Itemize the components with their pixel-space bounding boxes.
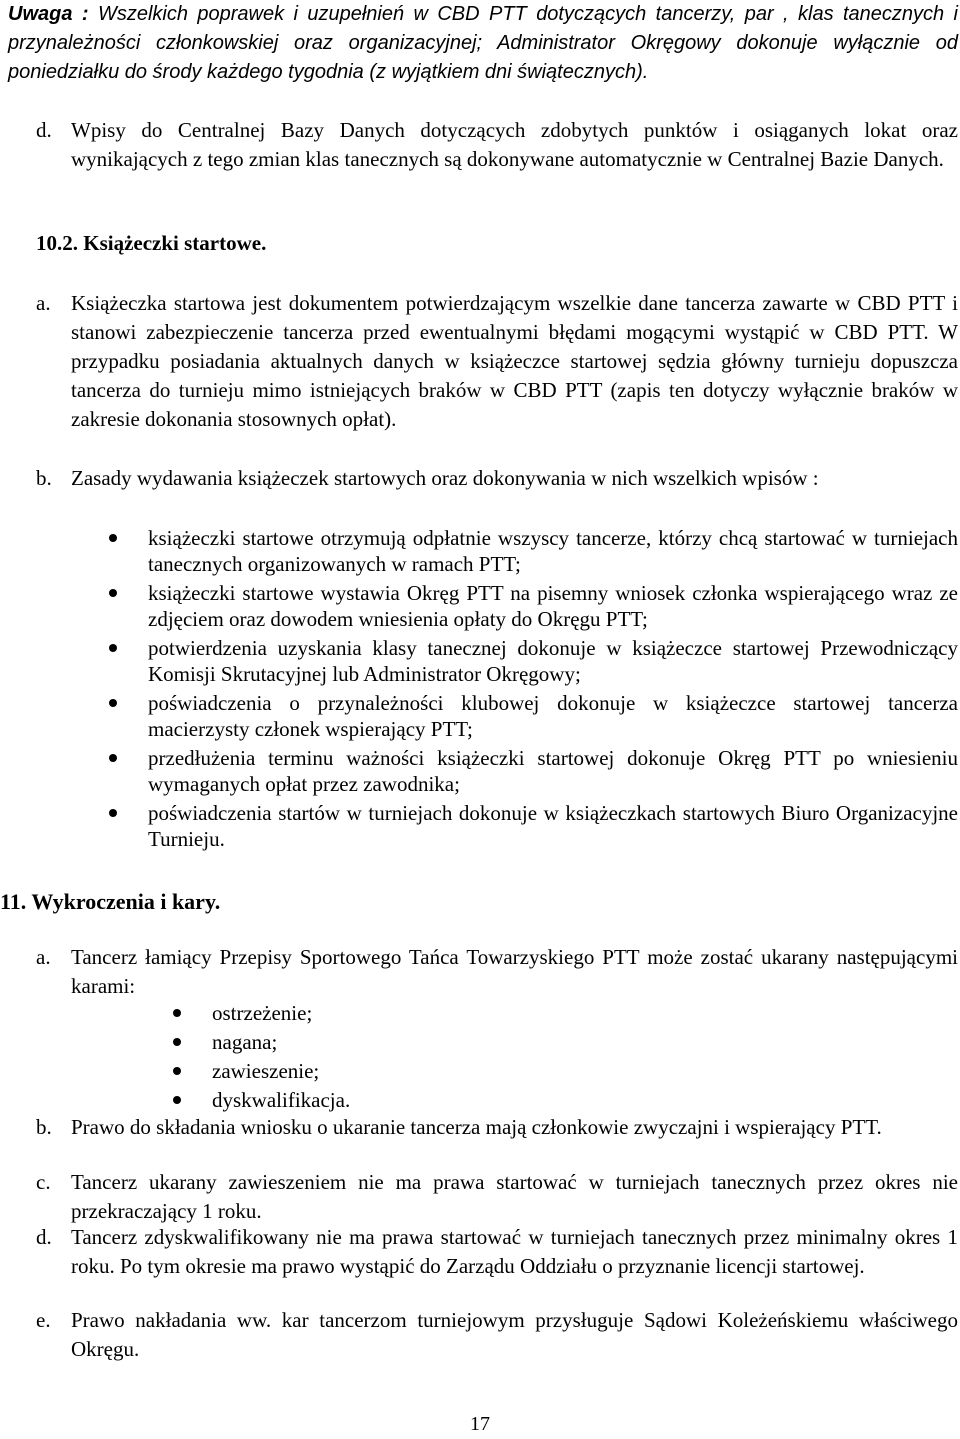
notice-paragraph — [8, 0, 958, 87]
section-10-2-heading: 10.2. Książeczki startowe. — [36, 231, 267, 255]
s11-item-b-text: Prawo do składania wniosku o ukaranie tancerza mają członkowie zwyczajni i wspierający PTT. — [71, 1115, 882, 1139]
s11-item-e — [36, 1306, 958, 1364]
bullet-icon — [173, 1009, 181, 1017]
bullet-icon — [109, 644, 117, 652]
bullet-icon — [109, 699, 117, 707]
item-a-text: Książeczka startowa jest dokumentem potwierdzającym wszelkie dane tancerza zawarte w CBD PTT i stanowi zabezpieczenie tancerza przed ewentualnymi błędami mogącymi wystąpić w CBD PTT. W przypadku posiadania aktualnych danych w książeczce startowej sędzia główny turnieju dopuszcza tancerza do turnieju mimo istniejących braków w CBD PTT (zapis ten dotyczy wyłącznie braków w zakresie dokonania stosownych opłat). — [71, 291, 958, 431]
s11-item-e-marker: e. — [36, 1308, 51, 1332]
bullet-icon — [173, 1067, 181, 1075]
list-item: zawieszenie; — [212, 1057, 350, 1086]
section-11-heading — [0, 887, 220, 916]
item-b — [36, 464, 958, 493]
notice-text: Wszelkich poprawek i uzupełnień w CBD PTT dotyczących tancerzy, par , klas tanecznych i przynależności członkowskiej oraz organizacyjnej; Administrator Okręgowy dokonuje wyłącznie od poniedziałku do środy każdego tygodnia (z wyjątkiem dni świątecznych). — [8, 3, 958, 83]
section-11-number: 11. — [0, 889, 27, 914]
list-item: książeczki startowe otrzymują odpłatnie wszyscy tancerze, którzy chcą startować w turniejach tanecznych organizowanych w ramach PTT; — [148, 525, 958, 577]
section-11-title: Wykroczenia i kary. — [31, 889, 221, 914]
list-item: książeczki startowe wystawia Okręg PTT na pisemny wniosek członka wspierającego wraz ze zdjęciem oraz dowodem wniesienia opłaty do Okręgu PTT; — [148, 580, 958, 632]
penalties-list — [212, 999, 350, 1115]
bullet-icon — [109, 754, 117, 762]
item-b-text: Zasady wydawania książeczek startowych oraz dokonywania w nich wszelkich wpisów : — [71, 466, 819, 490]
item-d-marker: d. — [36, 118, 52, 142]
list-item: poświadczenia o przynależności klubowej dokonuje w książeczce startowej tancerza macierzysty członek wspierający PTT; — [148, 690, 958, 742]
s11-item-b-marker: b. — [36, 1115, 52, 1139]
item-a — [36, 289, 958, 434]
s11-item-d-marker: d. — [36, 1225, 52, 1249]
list-item: przedłużenia terminu ważności książeczki startowej dokonuje Okręg PTT po wniesieniu wymaganych opłat przez zawodnika; — [148, 745, 958, 797]
s11-item-a — [36, 943, 958, 1001]
list-item: ostrzeżenie; — [212, 999, 350, 1028]
list-item: dyskwalifikacja. — [212, 1086, 350, 1115]
bullet-icon — [173, 1096, 181, 1104]
bullet-icon — [109, 809, 117, 817]
list-item: poświadczenia startów w turniejach dokonuje w książeczkach startowych Biuro Organizacyjne Turnieju. — [148, 800, 958, 852]
item-b-marker: b. — [36, 466, 52, 490]
s11-item-c — [36, 1168, 958, 1226]
notice-lead: Uwaga : — [8, 3, 89, 25]
s11-item-e-text: Prawo nakładania ww. kar tancerzom turniejowym przysługuje Sądowi Koleżeńskiemu właściwego Okręgu. — [71, 1308, 958, 1361]
s11-item-b — [36, 1113, 958, 1142]
issuance-rules-list — [148, 525, 958, 855]
s11-item-a-marker: a. — [36, 945, 51, 969]
s11-item-d-text: Tancerz zdyskwalifikowany nie ma prawa startować w turniejach tanecznych przez minimalny okres 1 roku. Po tym okresie ma prawo wystąpić do Zarządu Oddziału o przyznanie licencji startowej. — [71, 1225, 958, 1278]
list-item: potwierdzenia uzyskania klasy tanecznej dokonuje w książeczce startowej Przewodniczący Komisji Skrutacyjnej lub Administrator Okręgowy; — [148, 635, 958, 687]
s11-item-d — [36, 1223, 958, 1281]
s11-item-c-text: Tancerz ukarany zawieszeniem nie ma prawa startować w turniejach tanecznych przez okres nie przekraczający 1 roku. — [71, 1170, 958, 1223]
s11-item-c-marker: c. — [36, 1170, 51, 1194]
s11-item-a-text: Tancerz łamiący Przepisy Sportowego Tańca Towarzyskiego PTT może zostać ukarany następującymi karami: — [71, 945, 958, 998]
item-d-text: Wpisy do Centralnej Bazy Danych dotyczących zdobytych punktów i osiąganych lokat oraz wynikających z tego zmian klas tanecznych są dokonywane automatycznie w Centralnej Bazie Danych. — [71, 118, 958, 171]
item-a-marker: a. — [36, 291, 51, 315]
bullet-icon — [109, 589, 117, 597]
list-item: nagana; — [212, 1028, 350, 1057]
item-d — [36, 116, 958, 174]
bullet-icon — [109, 534, 117, 542]
bullet-icon — [173, 1038, 181, 1046]
page-number: 17 — [470, 1413, 490, 1435]
